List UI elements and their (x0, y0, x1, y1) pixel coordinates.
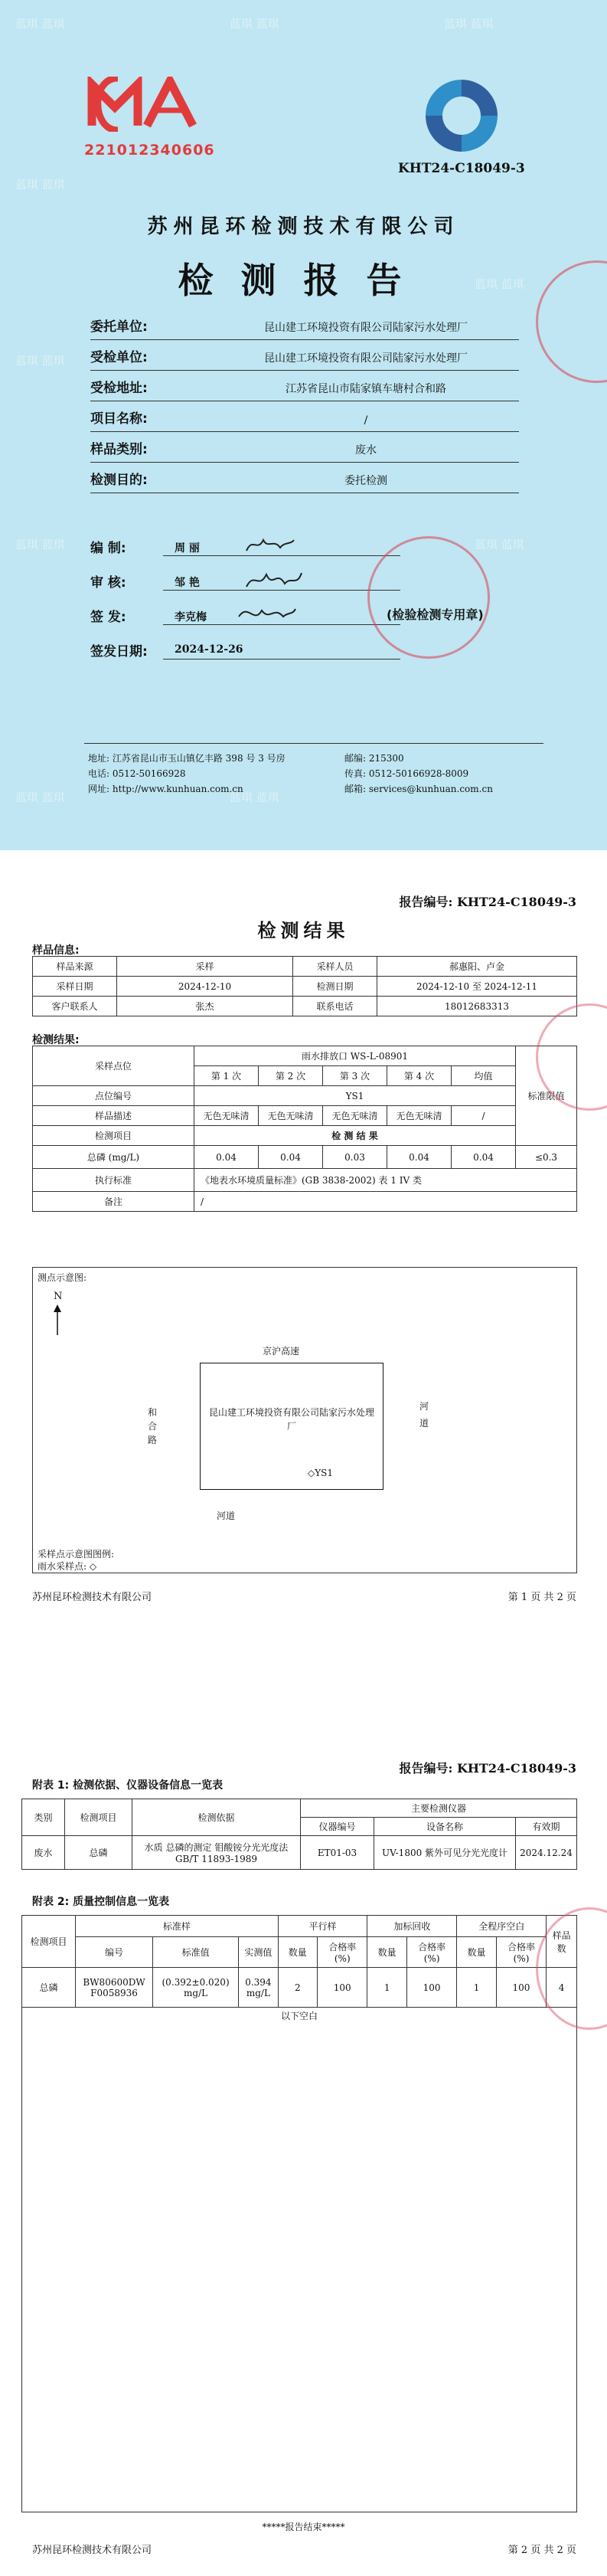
map-road-left: 和合路 (148, 1407, 158, 1445)
report-number: 报告编号: KHT24-C18049-3 (399, 895, 576, 909)
table-row: 样品来源 采样 采样人员 郝惠阳、卢金 (33, 957, 577, 977)
cma-number: 221012340606 (84, 142, 215, 159)
field-purpose: 检测目的: 委托检测 (90, 467, 519, 493)
cma-mark (84, 77, 214, 159)
map-river-right: 河道 (419, 1401, 429, 1429)
annex1-heading: 附表 1: 检测依据、仪器设备信息一览表 (32, 1779, 224, 1792)
map-river-bottom: 河道 (217, 1511, 236, 1521)
report-end-note: *****报告结束***** (262, 2522, 345, 2532)
watermark: 蓝琪 蓝琪 (15, 790, 65, 804)
table-row: 废水 总磷 水质 总磷的测定 钼酸铵分光光度法 GB/T 11893-1989 ET01-03 UV-1800 紫外可见分光光度计 2024.12.24 (22, 1836, 577, 1870)
field-project-name: 项目名称: / (90, 406, 519, 432)
watermark: 蓝琪 蓝琪 (15, 17, 65, 31)
company-contact-block: 邮编: 215300 传真: 0512-50166928-8009 邮箱: services@kunhuan.com.cn (344, 753, 493, 794)
table-row: 点位编号 YS1 (33, 1086, 577, 1106)
sample-info-table (32, 956, 577, 1016)
table-row: 总磷 (mg/L) 0.04 0.04 0.03 0.04 0.04 ≤0.3 (33, 1146, 577, 1169)
handwritten-signature-icon (243, 534, 297, 557)
watermark: 蓝琪 蓝琪 (475, 277, 524, 291)
sampling-map (32, 1267, 577, 1573)
watermark: 蓝琪 蓝琪 (475, 538, 524, 552)
field-inspected-address: 受检地址: 江苏省昆山市陆家镇车塘村合和路 (90, 375, 519, 401)
watermark: 蓝琪 蓝琪 (230, 17, 279, 31)
north-arrow-icon (51, 1304, 64, 1335)
table-row: 编号 标准值 实测值 数量 合格率 (%) 数量 合格率 (%) 数量 合格率 (%) (22, 1937, 577, 1968)
table-row: 总磷 BW80600DW F0058936 (0.392±0.020) mg/L 0.394 mg/L 2 100 1 100 1 100 4 (22, 1968, 577, 2008)
legend-label: 采样点示意图图例: (38, 1549, 115, 1560)
north-label: N (54, 1291, 63, 1302)
field-inspected-unit: 受检单位: 昆山建工环境投资有限公司陆家污水处理厂 (90, 345, 519, 371)
results-title: 检测结果 (257, 920, 350, 941)
company-logo-icon (419, 74, 504, 158)
sample-info-heading: 样品信息: (32, 944, 80, 957)
report-number: 报告编号: KHT24-C18049-3 (399, 1761, 576, 1776)
watermark: 蓝琪 蓝琪 (230, 790, 279, 804)
sampling-point: ◇YS1 (308, 1468, 334, 1478)
watermark: 蓝琪 蓝琪 (15, 538, 65, 552)
company-name: 苏州昆环检测技术有限公司 (147, 215, 460, 238)
page-footer: 苏州昆环检测技术有限公司 第 1 页 共 2 页 (32, 1592, 576, 1603)
results-page (0, 850, 607, 1716)
map-highway: 京沪高速 (263, 1346, 300, 1357)
table-row: 类别 检测项目 检测依据 主要检测仪器 (22, 1799, 577, 1818)
official-stamp (367, 536, 490, 659)
table-row: 客户联系人 张杰 联系电话 18012683313 (33, 997, 577, 1016)
annex2-table (21, 1915, 577, 2024)
table-row: 执行标准 《地表水环境质量标准》(GB 3838-2002) 表 1 IV 类 (33, 1169, 577, 1192)
handwritten-signature-icon (243, 567, 305, 593)
report-number: KHT24-C18049-3 (398, 161, 525, 176)
cma-logo (84, 77, 214, 142)
table-row: 检测项目 检 测 结 果 (33, 1126, 577, 1146)
watermark: 蓝琪 蓝琪 (15, 178, 65, 191)
report-title: 检测报告 (178, 260, 429, 301)
map-label: 测点示意图: (38, 1272, 87, 1283)
stamp-label: (检验检测专用章) (387, 607, 484, 622)
table-row: 检测项目 标准样 平行样 加标回收 全程序空白 样品数 (22, 1916, 577, 1937)
table-row: 样品描述 无色无味清 无色无味清 无色无味清 无色无味清 / (33, 1106, 577, 1126)
annex-page (0, 1716, 607, 2576)
watermark: 蓝琪 蓝琪 (444, 17, 494, 31)
plant-outline (200, 1363, 383, 1490)
results-heading: 检测结果: (32, 1034, 80, 1046)
table-row: 以下空白 (22, 2008, 577, 2024)
table-row: 第 1 次 第 2 次 第 3 次 第 4 次 均值 (33, 1066, 577, 1086)
field-sample-type: 样品类别: 废水 (90, 437, 519, 463)
table-row: 备注 / (33, 1192, 577, 1212)
table-row: 仪器编号 设备名称 有效期 (22, 1818, 577, 1836)
legend-item: 雨水采样点: ◇ (38, 1561, 97, 1572)
handwritten-signature-icon (236, 601, 297, 627)
plant-name: 昆山建工环境投资有限公司陆家污水处理厂 (208, 1407, 374, 1432)
results-table (32, 1046, 577, 1212)
cma-logo-icon (84, 77, 199, 132)
table-row: 采样点位 雨水排放口 WS-L-08901 标准限值 (33, 1046, 577, 1066)
page-footer: 苏州昆环检测技术有限公司 第 2 页 共 2 页 (32, 2545, 576, 2556)
annex2-heading: 附表 2: 质量控制信息一览表 (32, 1896, 170, 1908)
blank-area (21, 2021, 577, 2512)
company-address-block: 地址: 江苏省昆山市玉山镇亿丰路 398 号 3 号房 电话: 0512-50166928 网址: http://www.kunhuan.com.cn (88, 753, 286, 794)
field-entrusting-unit: 委托单位: 昆山建工环境投资有限公司陆家污水处理厂 (90, 314, 519, 340)
watermark: 蓝琪 蓝琪 (15, 354, 65, 368)
annex1-table (21, 1799, 577, 1870)
table-row: 采样日期 2024-12-10 检测日期 2024-12-10 至 2024-12-11 (33, 977, 577, 997)
cover-page: 蓝琪 蓝琪 蓝琪 蓝琪 蓝琪 蓝琪 蓝琪 蓝琪 蓝琪 蓝琪 蓝琪 蓝琪 蓝琪 蓝琪 蓝琪 蓝琪 蓝琪 蓝琪 蓝琪 蓝琪 221012340606 KHT24-C18049-3 苏州昆环检测技术有限公司 检测报告 委托单位: 昆山建工环境投资有限公司陆家污水处理厂 受检单位: 昆山建工环境投资有限公司陆家污水处理厂 受检地址: 江苏省昆山市陆家镇车塘村合和路 项目名称: / 样品类别: 废水 检测目的: 委托检测 编 制: 周 丽 审 核: 邹 艳 签 发: 李克梅 签发日期: 2024-12-26 (检验检测专用章) 地址: 江苏省昆山市玉山镇亿丰路 398 号 3 号房 电话: 0512-50166928 网址: http://www.kunhuan.com.cn 邮编: 215300 传真: 0512-50166928-8009 邮箱: services@kunhuan.com.cn (0, 0, 607, 850)
